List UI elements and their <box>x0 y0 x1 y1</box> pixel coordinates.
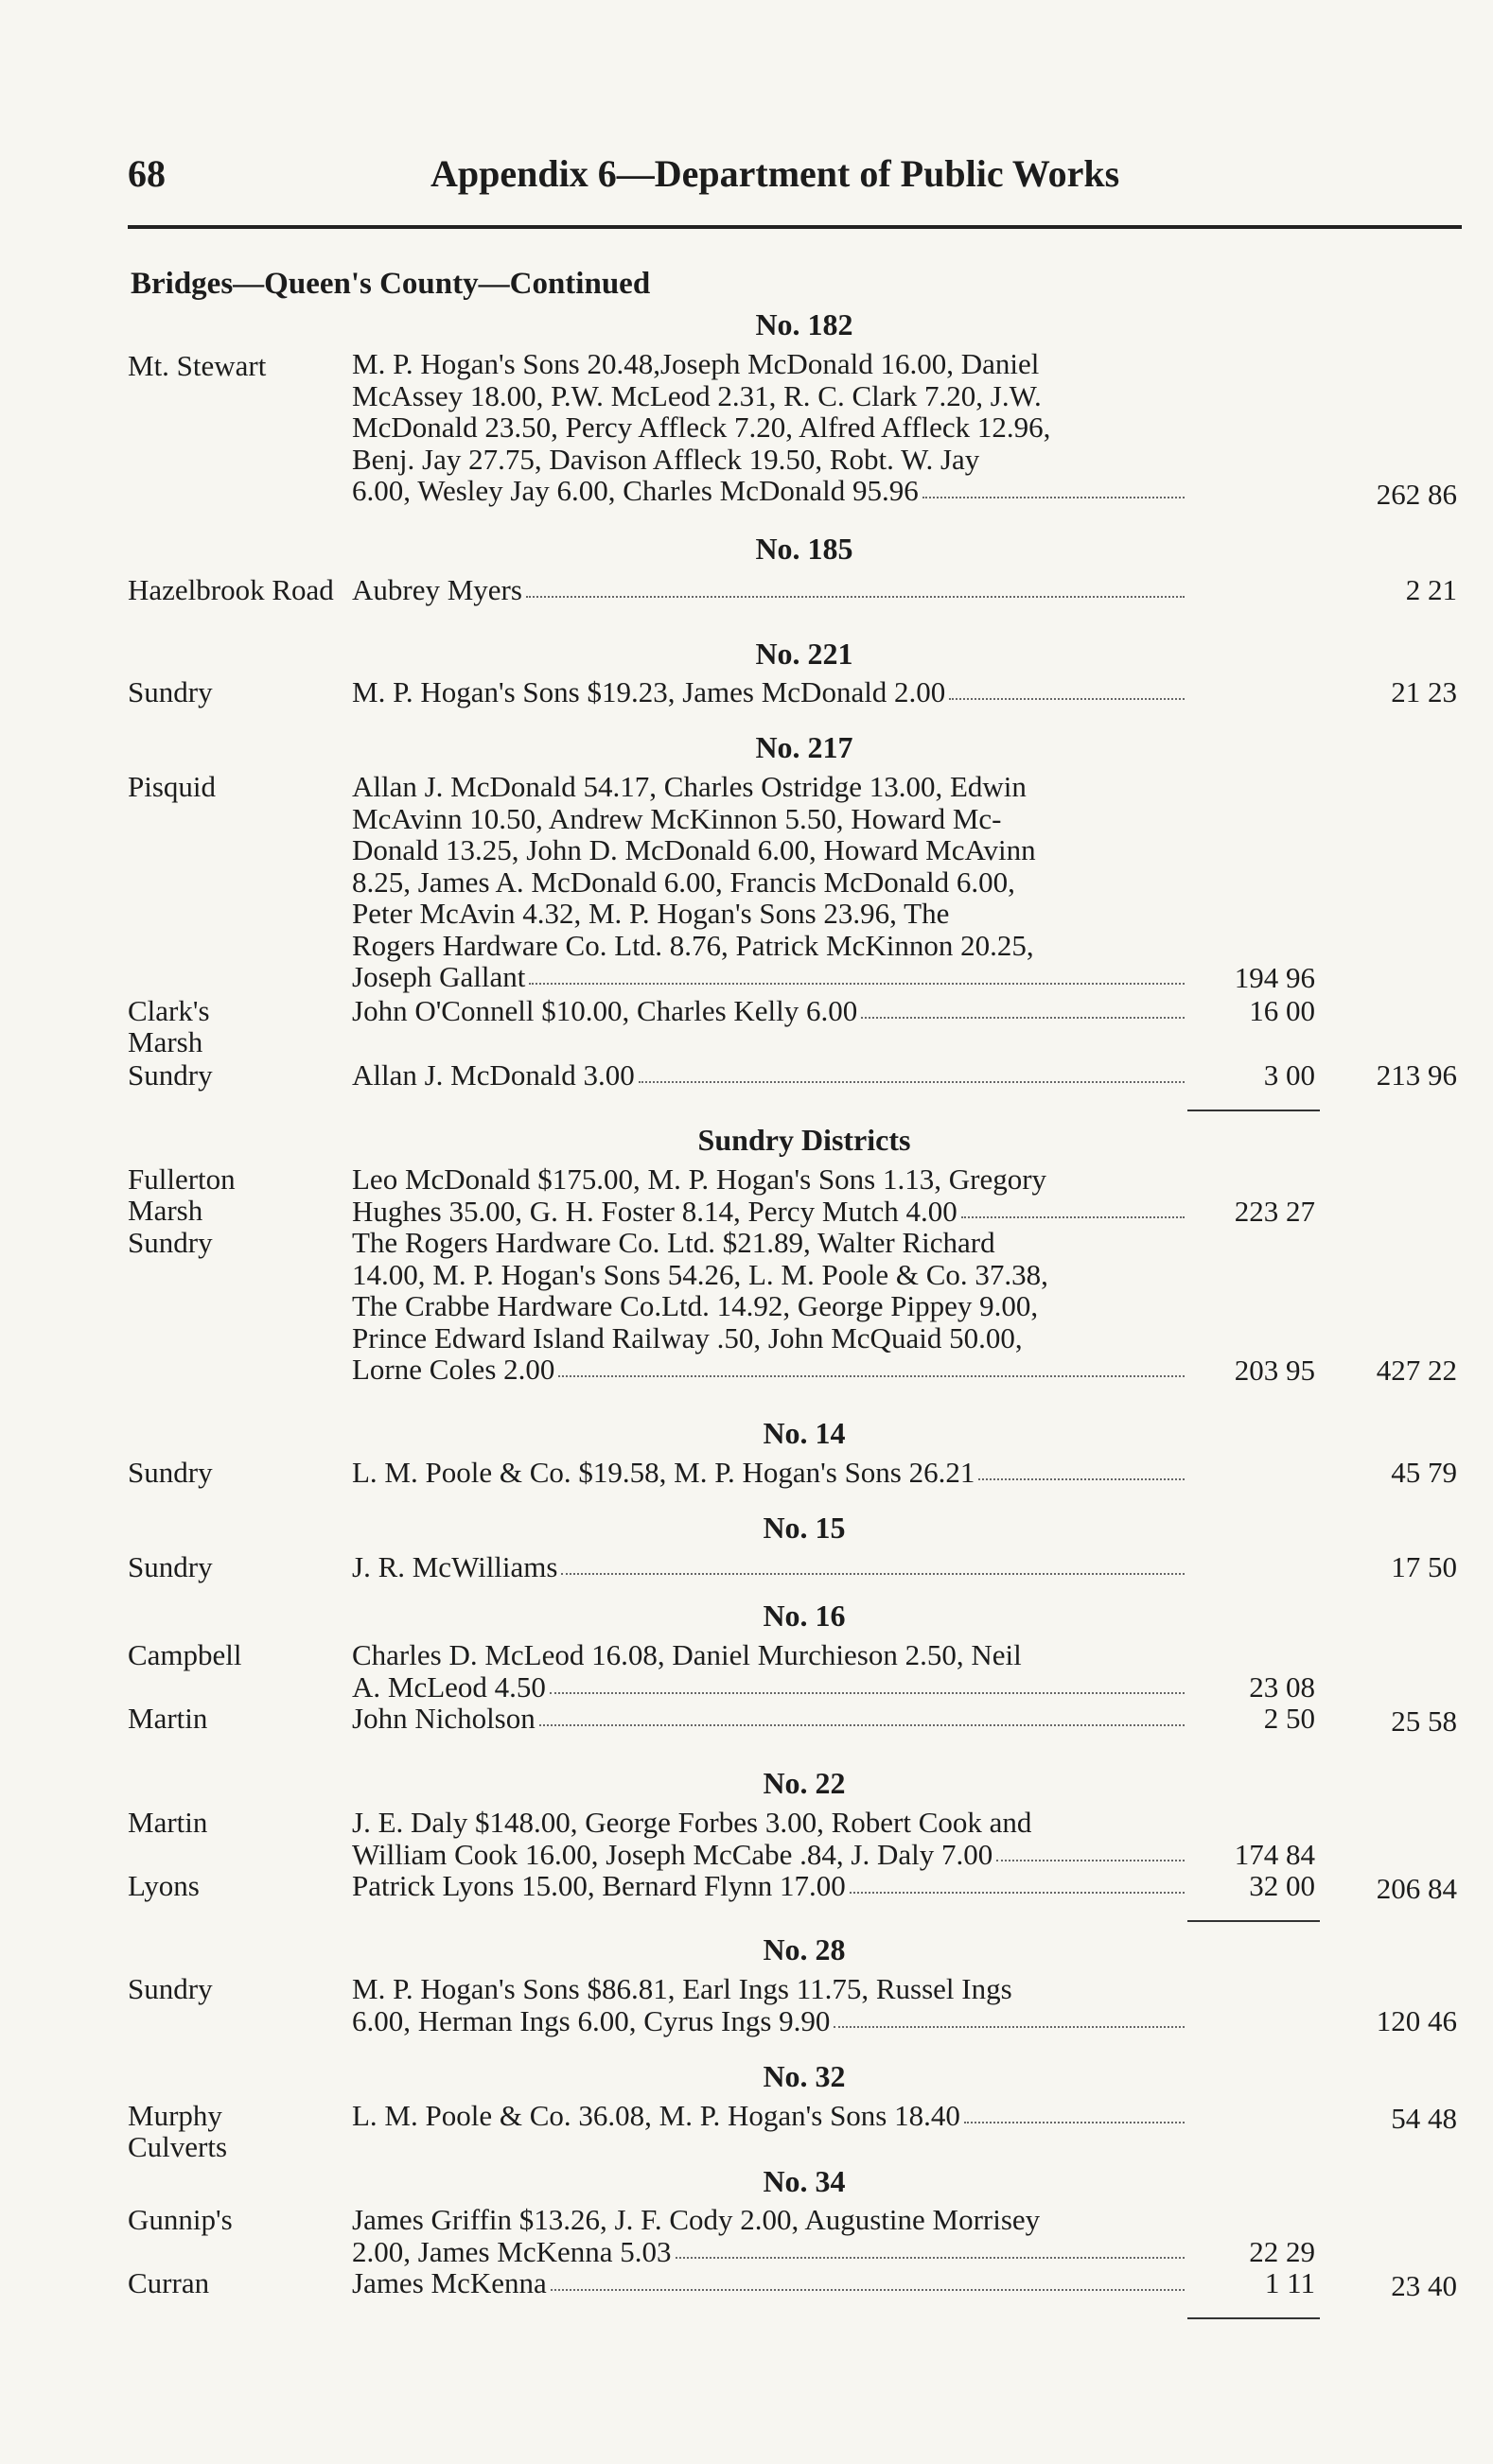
leader-dots <box>526 574 1185 598</box>
group-heading: No. 14 <box>763 1416 846 1450</box>
entry-text <box>352 574 1186 606</box>
leader-dots <box>529 961 1185 985</box>
group-total: 45 79 <box>1391 1456 1457 1489</box>
group-total: 17 50 <box>1391 1550 1457 1583</box>
entry-text <box>352 2204 1186 2267</box>
group-total: 262 86 <box>1376 478 1457 511</box>
entry-text <box>352 1807 1186 1870</box>
entry-line: McAvinn 10.50, Andrew McKinnon 5.50, Howard Mc- <box>352 801 1002 835</box>
entry-line: Prince Edward Island Railway .50, John McQuaid 50.00, <box>352 1320 1023 1354</box>
sum-rule <box>1187 2317 1320 2319</box>
line-amount: 2 50 <box>1263 1702 1315 1735</box>
entry-text <box>352 2100 1186 2132</box>
leader-dots <box>550 1671 1185 1695</box>
group-heading: No. 34 <box>763 2164 846 2198</box>
location-label: Murphy Culverts <box>128 2099 228 2163</box>
location-label: Mt. Stewart <box>128 349 267 382</box>
group-total: 120 46 <box>1376 2004 1457 2037</box>
entry-line: Patrick Lyons 15.00, Bernard Flynn 17.00 <box>352 1870 1186 1902</box>
leader-dots <box>834 2005 1185 2029</box>
entry-text <box>352 1059 1186 1092</box>
group-total: 21 23 <box>1391 675 1457 708</box>
leader-dots <box>996 1839 1185 1862</box>
entry-line: The Crabbe Hardware Co.Ltd. 14.92, George Pippey 9.00, <box>352 1289 1039 1322</box>
line-amount: 23 08 <box>1249 1670 1315 1704</box>
line-amount: 3 00 <box>1263 1058 1315 1092</box>
entry-line: Joseph Gallant <box>352 961 1186 993</box>
location-label: Curran <box>128 2266 210 2299</box>
entry-text <box>352 1457 1186 1489</box>
entry-line: Charles D. McLeod 16.08, Daniel Murchieson 2.50, Neil <box>352 1638 1022 1671</box>
line-amount: 32 00 <box>1249 1869 1315 1902</box>
entry-line: Rogers Hardware Co. Ltd. 8.76, Patrick McKinnon 20.25, <box>352 928 1034 962</box>
entry-line: L. M. Poole & Co. 36.08, M. P. Hogan's Sons 18.40 <box>352 2100 1186 2132</box>
entry-line: 8.25, James A. McDonald 6.00, Francis McDonald 6.00, <box>352 865 1015 899</box>
entry-line: John O'Connell $10.00, Charles Kelly 6.00 <box>352 995 1186 1027</box>
location-label: Lyons <box>128 1869 200 1902</box>
group-total: 2 21 <box>1405 573 1457 606</box>
leader-dots <box>978 1457 1185 1480</box>
location-label: Sundry <box>128 1972 213 2005</box>
group-heading: No. 28 <box>763 1932 846 1966</box>
entry-text <box>352 1551 1186 1583</box>
entry-line: Allan J. McDonald 3.00 <box>352 1059 1186 1092</box>
leader-dots <box>561 1551 1185 1575</box>
location-label: Pisquid <box>128 770 217 803</box>
entry-text <box>352 1973 1186 2036</box>
leader-dots <box>551 2267 1185 2291</box>
group-total: 427 22 <box>1376 1354 1457 1387</box>
entry-line: Lorne Coles 2.00 <box>352 1354 1186 1386</box>
entry-text <box>352 2267 1186 2299</box>
entry-line: James Griffin $13.26, J. F. Cody 2.00, Augustine Morrisey <box>352 2203 1041 2236</box>
entry-line: 2.00, James McKenna 5.03 <box>352 2236 1186 2268</box>
entry-text <box>352 1870 1186 1902</box>
entry-line: M. P. Hogan's Sons 20.48,Joseph McDonald 16.00, Daniel <box>352 347 1040 380</box>
leader-dots <box>949 676 1185 700</box>
group-heading: No. 32 <box>763 2059 846 2093</box>
entry-line: The Rogers Hardware Co. Ltd. $21.89, Walter Richard <box>352 1226 995 1259</box>
location-label: Martin <box>128 1806 208 1839</box>
entry-line: Benj. Jay 27.75, Davison Affleck 19.50, Robt. W. Jay <box>352 442 980 476</box>
location-label: Sundry <box>128 1226 213 1259</box>
entry-text <box>352 1227 1186 1386</box>
location-label: Gunnip's <box>128 2203 233 2236</box>
entry-line: James McKenna <box>352 2267 1186 2299</box>
entry-line: M. P. Hogan's Sons $86.81, Earl Ings 11.75, Russel Ings <box>352 1972 1012 2005</box>
group-total: 54 48 <box>1391 2102 1457 2135</box>
leader-dots <box>850 1870 1185 1894</box>
location-label: Martin <box>128 1702 208 1735</box>
group-heading: No. 16 <box>763 1599 846 1633</box>
group-heading: Sundry Districts <box>697 1123 911 1157</box>
group-total: 206 84 <box>1376 1872 1457 1905</box>
entry-line: Aubrey Myers <box>352 574 1186 606</box>
leader-dots <box>861 995 1185 1019</box>
entry-text <box>352 771 1186 993</box>
location-label: Sundry <box>128 1550 213 1583</box>
page-header <box>128 151 1462 208</box>
leader-dots <box>961 1196 1185 1219</box>
group-total: 213 96 <box>1376 1058 1457 1092</box>
entry-line: J. R. McWilliams <box>352 1551 1186 1583</box>
group-total: 23 40 <box>1391 2269 1457 2302</box>
section-title: Bridges—Queen's County—Continued <box>131 267 651 301</box>
line-amount: 223 27 <box>1234 1195 1315 1228</box>
sum-rule <box>1187 1920 1320 1922</box>
entry-line: Allan J. McDonald 54.17, Charles Ostridge 13.00, Edwin <box>352 770 1027 803</box>
group-heading: No. 22 <box>763 1766 846 1800</box>
entry-line: McAssey 18.00, P.W. McLeod 2.31, R. C. Clark 7.20, J.W. <box>352 378 1042 412</box>
group-heading: No. 182 <box>755 307 853 341</box>
location-label: Sundry <box>128 675 213 708</box>
entry-text <box>352 1163 1186 1227</box>
entry-line: M. P. Hogan's Sons $19.23, James McDonald 2.00 <box>352 676 1186 708</box>
entry-line: 14.00, M. P. Hogan's Sons 54.26, L. M. Poole & Co. 37.38, <box>352 1257 1048 1291</box>
location-label: Hazelbrook Road <box>128 573 334 606</box>
leader-dots <box>964 2100 1185 2123</box>
location-label: Sundry <box>128 1456 213 1489</box>
leader-dots <box>676 2236 1186 2260</box>
entry-line: Donald 13.25, John D. McDonald 6.00, Howard McAvinn <box>352 833 1036 866</box>
entry-text <box>352 676 1186 708</box>
entry-text <box>352 348 1186 507</box>
leader-dots <box>922 475 1185 498</box>
group-heading: No. 221 <box>755 637 853 671</box>
entry-line: A. McLeod 4.50 <box>352 1671 1186 1704</box>
entry-line: William Cook 16.00, Joseph McCabe .84, J. Daly 7.00 <box>352 1839 1186 1871</box>
group-heading: No. 185 <box>755 532 853 566</box>
location-label: Clark's Marsh <box>128 994 210 1058</box>
header-rule <box>128 225 1462 229</box>
line-amount: 1 11 <box>1264 2266 1315 2299</box>
page-title: Appendix 6—Department of Public Works <box>430 152 1120 195</box>
location-label: Fullerton Marsh <box>128 1162 236 1227</box>
sum-rule <box>1187 1110 1320 1111</box>
entry-line: L. M. Poole & Co. $19.58, M. P. Hogan's Sons 26.21 <box>352 1457 1186 1489</box>
leader-dots <box>558 1354 1185 1377</box>
line-amount: 203 95 <box>1234 1354 1315 1387</box>
entry-line: 6.00, Herman Ings 6.00, Cyrus Ings 9.90 <box>352 2005 1186 2037</box>
line-amount: 16 00 <box>1249 994 1315 1027</box>
entry-line: 6.00, Wesley Jay 6.00, Charles McDonald 95.96 <box>352 475 1186 507</box>
leader-dots <box>539 1703 1185 1726</box>
location-label: Sundry <box>128 1058 213 1092</box>
line-amount: 194 96 <box>1234 961 1315 994</box>
group-heading: No. 15 <box>763 1511 846 1545</box>
location-label: Campbell <box>128 1638 242 1671</box>
line-amount: 22 29 <box>1249 2235 1315 2268</box>
entry-line: Peter McAvin 4.32, M. P. Hogan's Sons 23.96, The <box>352 897 950 930</box>
group-total: 25 58 <box>1391 1704 1457 1738</box>
entry-line: J. E. Daly $148.00, George Forbes 3.00, Robert Cook and <box>352 1806 1032 1839</box>
entry-line: Hughes 35.00, G. H. Foster 8.14, Percy Mutch 4.00 <box>352 1196 1186 1228</box>
line-amount: 174 84 <box>1234 1838 1315 1871</box>
leader-dots <box>639 1059 1185 1083</box>
entry-line: John Nicholson <box>352 1703 1186 1735</box>
entry-text <box>352 995 1186 1027</box>
entry-text <box>352 1703 1186 1735</box>
entry-text <box>352 1639 1186 1703</box>
page-number: 68 <box>128 152 166 195</box>
entry-line: Leo McDonald $175.00, M. P. Hogan's Sons 1.13, Gregory <box>352 1162 1047 1196</box>
entry-line: McDonald 23.50, Percy Affleck 7.20, Alfred Affleck 12.96, <box>352 411 1051 444</box>
group-heading: No. 217 <box>755 730 853 764</box>
